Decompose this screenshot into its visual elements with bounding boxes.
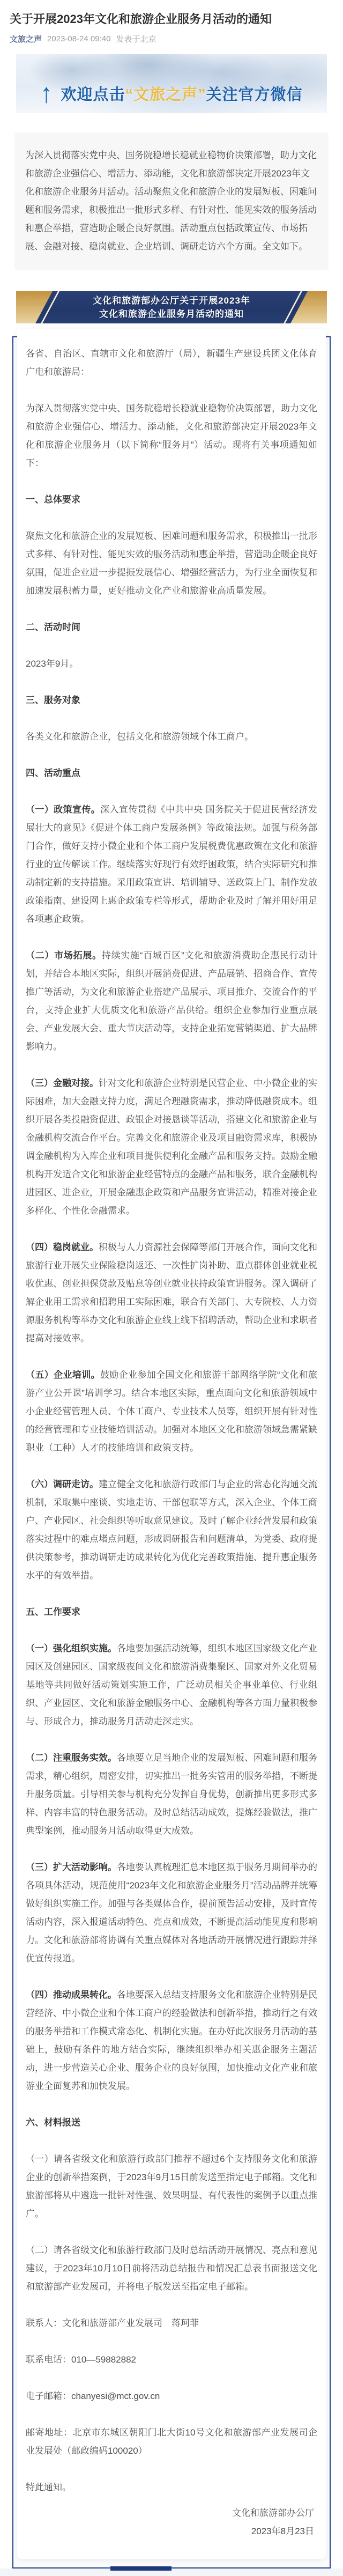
page-title: 关于开展2023年文化和旅游企业服务月活动的通知 xyxy=(10,12,272,26)
section-heading: 二、活动时间 xyxy=(26,622,80,632)
document-signoff xyxy=(26,2504,317,2541)
document-paragraph: 特此通知。 xyxy=(26,2482,71,2492)
article-meta xyxy=(10,33,333,45)
welcome-suffix: 关注官方微信 xyxy=(206,86,303,104)
paragraph-lead: （三）金融对接。 xyxy=(26,1077,99,1088)
document-paragraph: （四）稳岗就业。积极与人力资源社会保障等部门开展合作，面向文化和旅游行业开展失业保险稳岗返还、一次性扩岗补助、重点群体创业就业税收优惠、创业担保贷款及贴息等创业就业扶持政策宣讲服务。深入调研了解企业用工需求和招聘用工实际困难，联合有关部门、大专院校、人力资源服务机构等举办文化和旅游企业线上线下招聘活动，帮助企业和求职者提高对接效率。 xyxy=(26,1242,317,1344)
section-heading: 五、工作要求 xyxy=(26,1606,80,1617)
document-paragraph: （六）调研走访。建立健全文化和旅游行政部门与企业的常态化沟通交流机制，采取集中座谈、实地走访、干部包联等方式，深入企业、个体工商户、产业园区、社会组织等听取意见建议。及时了解企业经营发展和政策落实过程中的难点堵点问题，形成调研报告和问题清单，为党委、政府提供决策参考，推动调研走访成果转化为优化完善政策措施、提升惠企服务水平的有效举措。 xyxy=(26,1479,317,1581)
document-paragraph: 联系人：文化和旅游部产业发展司 蒋珂菲 xyxy=(26,2317,199,2328)
document-opening: 为深入贯彻落实党中央、国务院稳增长稳就业稳物价决策部署，助力文化和旅游企业强信心、增活力、添动能，文化和旅游部决定开展2023年文化和旅游企业服务月（以下简称“服务月”）活动。现将有关事项通知如下： xyxy=(26,403,317,468)
paragraph-lead: （二）市场拓展。 xyxy=(26,950,102,961)
welcome-banner-content xyxy=(16,78,327,109)
document-paragraph: （一）请各省级文化和旅游行政部门推荐不超过6个支持服务文化和旅游企业的创新举措案例，于2023年9月15日前发送至指定电子邮箱。文化和旅游部将从中遴选一批针对性强、效果明显、有代表性的案例予以重点推广。 xyxy=(26,2153,318,2219)
document-paragraph: 2023年9月。 xyxy=(26,658,79,669)
document-paragraph: 联系电话：010—59882882 xyxy=(26,2354,137,2365)
welcome-prefix: 欢迎点击 xyxy=(61,86,125,104)
section-heading: 一、总体要求 xyxy=(26,494,80,505)
document-paragraph: （二）市场拓展。持续实施“百城百区”文化和旅游消费助企惠民行动计划，并结合本地区实际，组织开展消费促进、产品展销、招商合作、宣传推广等活动，为文化和旅游企业搭建产品展示、项目推介、交流合作的平台，支持企业扩大优质文化和旅游产品供给。组织企业参加行业重点展会、产业发展大会、重大节庆活动等，支持企业拓宽营销渠道、扩大品牌影响力。 xyxy=(26,950,318,1052)
welcome-banner-image[interactable] xyxy=(16,54,327,113)
paragraph-lead: （一）政策宣传。 xyxy=(26,804,101,815)
publish-location: 发表于北京 xyxy=(116,34,156,44)
welcome-banner-text xyxy=(61,83,302,105)
paragraph-lead: （五）企业培训。 xyxy=(26,1369,100,1380)
signoff-date: 2023年8月23日 xyxy=(251,2526,314,2536)
section-heading: 六、材料报送 xyxy=(26,2117,80,2128)
intro-summary-card: 为深入贯彻落实党中央、国务院稳增长稳就业稳物价决策部署，助力文化和旅游企业强信心、增活力、添动能，文化和旅游部决定开展2023年文化和旅游企业服务月活动。活动聚焦文化和旅游企业的发展短板、困难问题和服务需求，积极推出一批形式多样、有针对性、能见实效的服务活动和惠企举措，营造助企暖企良好氛围。活动重点包括政策宣传、市场拓展、金融对接、稳岗就业、企业培训、调研走访六个方面。全文如下。 xyxy=(14,132,329,270)
document-paragraph: 各类文化和旅游企业，包括文化和旅游领域个体工商户。 xyxy=(26,731,253,742)
publish-timestamp: 2023-08-24 09:40 xyxy=(47,34,111,43)
document-paragraph: （三）扩大活动影响。各地要认真梳理汇总本地区拟于服务月期间举办的各项具体活动，规范使用“2023年文化和旅游企业服务月”活动品牌并统筹做好组织实施工作。加强与各类媒体合作，提前预告活动安排，及时宣传活动内容，深入报道活动特色、亮点和成效，不断提高活动能见度和影响力。文化和旅游部将协调有关重点媒体对各地活动开展情况进行跟踪并择优宣传报道。 xyxy=(26,1862,317,1964)
paragraph-lead: （三）扩大活动影响。 xyxy=(26,1862,117,1872)
page-footer-strip xyxy=(0,2568,343,2576)
section-heading: 三、服务对象 xyxy=(26,695,80,705)
document-paragraph: （二）注重服务实效。各地要立足当地企业的发展短板、困难问题和服务需求，精心组织，周密安排，切实推出一批务实管用的服务举措，不断提升服务质量。引导相关参与机构充分发挥自身优势，创新推出更多形式多样、内容丰富的特色服务活动。及时总结活动成效，提炼经验做法，推广典型案例，推动服务月活动取得更大成效。 xyxy=(26,1752,317,1836)
welcome-highlight: “文旅之声” xyxy=(125,86,206,104)
paragraph-lead: （六）调研走访。 xyxy=(26,1479,99,1489)
paragraph-lead: （四）推动成果转化。 xyxy=(26,1989,117,2000)
paragraph-lead: （四）稳岗就业。 xyxy=(26,1242,99,1252)
document-paragraph: 邮寄地址：北京市东城区朝阳门北大街10号文化和旅游部产业发展司企业发展处（邮政编码100020） xyxy=(26,2427,317,2456)
document-card xyxy=(17,329,326,2559)
document-blocks xyxy=(26,491,317,2497)
bottom-accent-bar xyxy=(110,2566,172,2571)
notice-title-banner xyxy=(16,291,327,323)
document-paragraph: （一）强化组织实施。各地要加强活动统筹，组织本地区国家级文化产业园区及创建园区、国家级夜间文化和旅游消费集聚区、国家对外文化贸易基地等共同做好活动策划实施工作，广泛动员相关企事业单位、行业组织、产业园区、文化和旅游金融服务中心、金融机构等各方面力量积极参与、形成合力，推动服务月活动走深走实。 xyxy=(26,1643,317,1726)
document-paragraph: （三）金融对接。针对文化和旅游企业特别是民营企业、中小微企业的实际困难，加大金融支持力度，满足合理融资需求，推动降低融资成本。组织开展各类投融资促进、政银企对接恳谈等活动，搭建文化和旅游企业与金融机构交流合作平台。完善文化和旅游企业及项目融资需求库，积极协调金融机构为入库企业和项目提供便利化金融产品和服务支持。鼓励金融机构开发适合文化和旅游企业经营特点的金融产品和服务，联合金融机构进园区、进企业，开展金融惠企政策和产品服务宣讲活动，精准对接企业多样化、个性化金融需求。 xyxy=(26,1077,317,1216)
document-paragraph: （一）政策宣传。深入宣传贯彻《中共中央 国务院关于促进民营经济发展壮大的意见》《促进个体工商户发展条例》等政策法规。加强与税务部门合作，做好支持小微企业和个体工商户发展税费优惠政策在文化和旅游行业的宣传解读工作。继续落实好现行有效纾困政策，结合实际研究和推动制定新的支持措施。采用政策宣讲、培训辅导、送政策上门、制作发放政策指南、建设网上惠企政策专栏等形式，帮助企业及时了解并用好用足各项惠企政策。 xyxy=(26,804,317,924)
document-paragraph: （二）请各省级文化和旅游行政部门及时总结活动开展情况、亮点和意见建议，于2023年10月10日前将活动总结报告和情况汇总表书面报送文化和旅游部产业发展司，并将电子版发送至指定电子邮箱。 xyxy=(26,2245,317,2292)
up-arrow-icon: ↑ xyxy=(40,78,53,109)
paragraph-lead: （一）强化组织实施。 xyxy=(26,1643,117,1654)
notice-banner-line1: 文化和旅游部办公厅关于开展2023年 xyxy=(93,295,250,306)
paragraph-lead: （二）注重服务实效。 xyxy=(26,1752,117,1763)
section-heading: 四、活动重点 xyxy=(26,767,80,778)
source-account-link[interactable]: 文旅之声 xyxy=(10,34,42,44)
notice-banner-line2: 文化和旅游企业服务月活动的通知 xyxy=(99,308,244,319)
document-salutation: 各省、自治区、直辖市文化和旅游厅（局），新疆生产建设兵团文化体育广电和旅游局： xyxy=(26,348,317,377)
document-paragraph: 聚焦文化和旅游企业的发展短板、困难问题和服务需求，积极推出一批形式多样、有针对性、能见实效的服务活动和惠企举措，营造助企暖企良好氛围，促进企业进一步提振发展信心、增强经营活力，为行业全面恢复和加速发展积蓄力量，更好推动文化产业和旅游业高质量发展。 xyxy=(26,530,317,596)
document-paragraph: 电子邮箱：chanyesi@mct.gov.cn xyxy=(26,2390,160,2401)
document-paragraph: （四）推动成果转化。各地要深入总结支持服务文化和旅游企业特别是民营经济、中小微企业和个体工商户的经验做法和创新举措，推动行之有效的服务举措和工作模式常态化、机制化实施。在办好此次服务月活动的基础上，鼓励有条件的地方结合实际，继续组织举办相关惠企服务主题活动，进一步营造关心企业、服务企业的良好氛围，加快推动文化产业和旅游业全面复苏和加快发展。 xyxy=(26,1989,317,2091)
signoff-organization: 文化和旅游部办公厅 xyxy=(232,2507,314,2518)
document-frame xyxy=(12,336,331,2568)
document-paragraph: （五）企业培训。鼓励企业参加全国文化和旅游干部网络学院“文化和旅游产业公开课”培训学习。结合本地区实际，重点面向文化和旅游领域中小企业经营管理人员、个体工商户、专业技术人员等，组织开展有针对性的经营管理和专业技能培训活动。加强对本地区文化和旅游领域急需紧缺职业（工种）人才的技能培训和政策支持。 xyxy=(26,1369,318,1453)
article-page xyxy=(0,11,343,2576)
